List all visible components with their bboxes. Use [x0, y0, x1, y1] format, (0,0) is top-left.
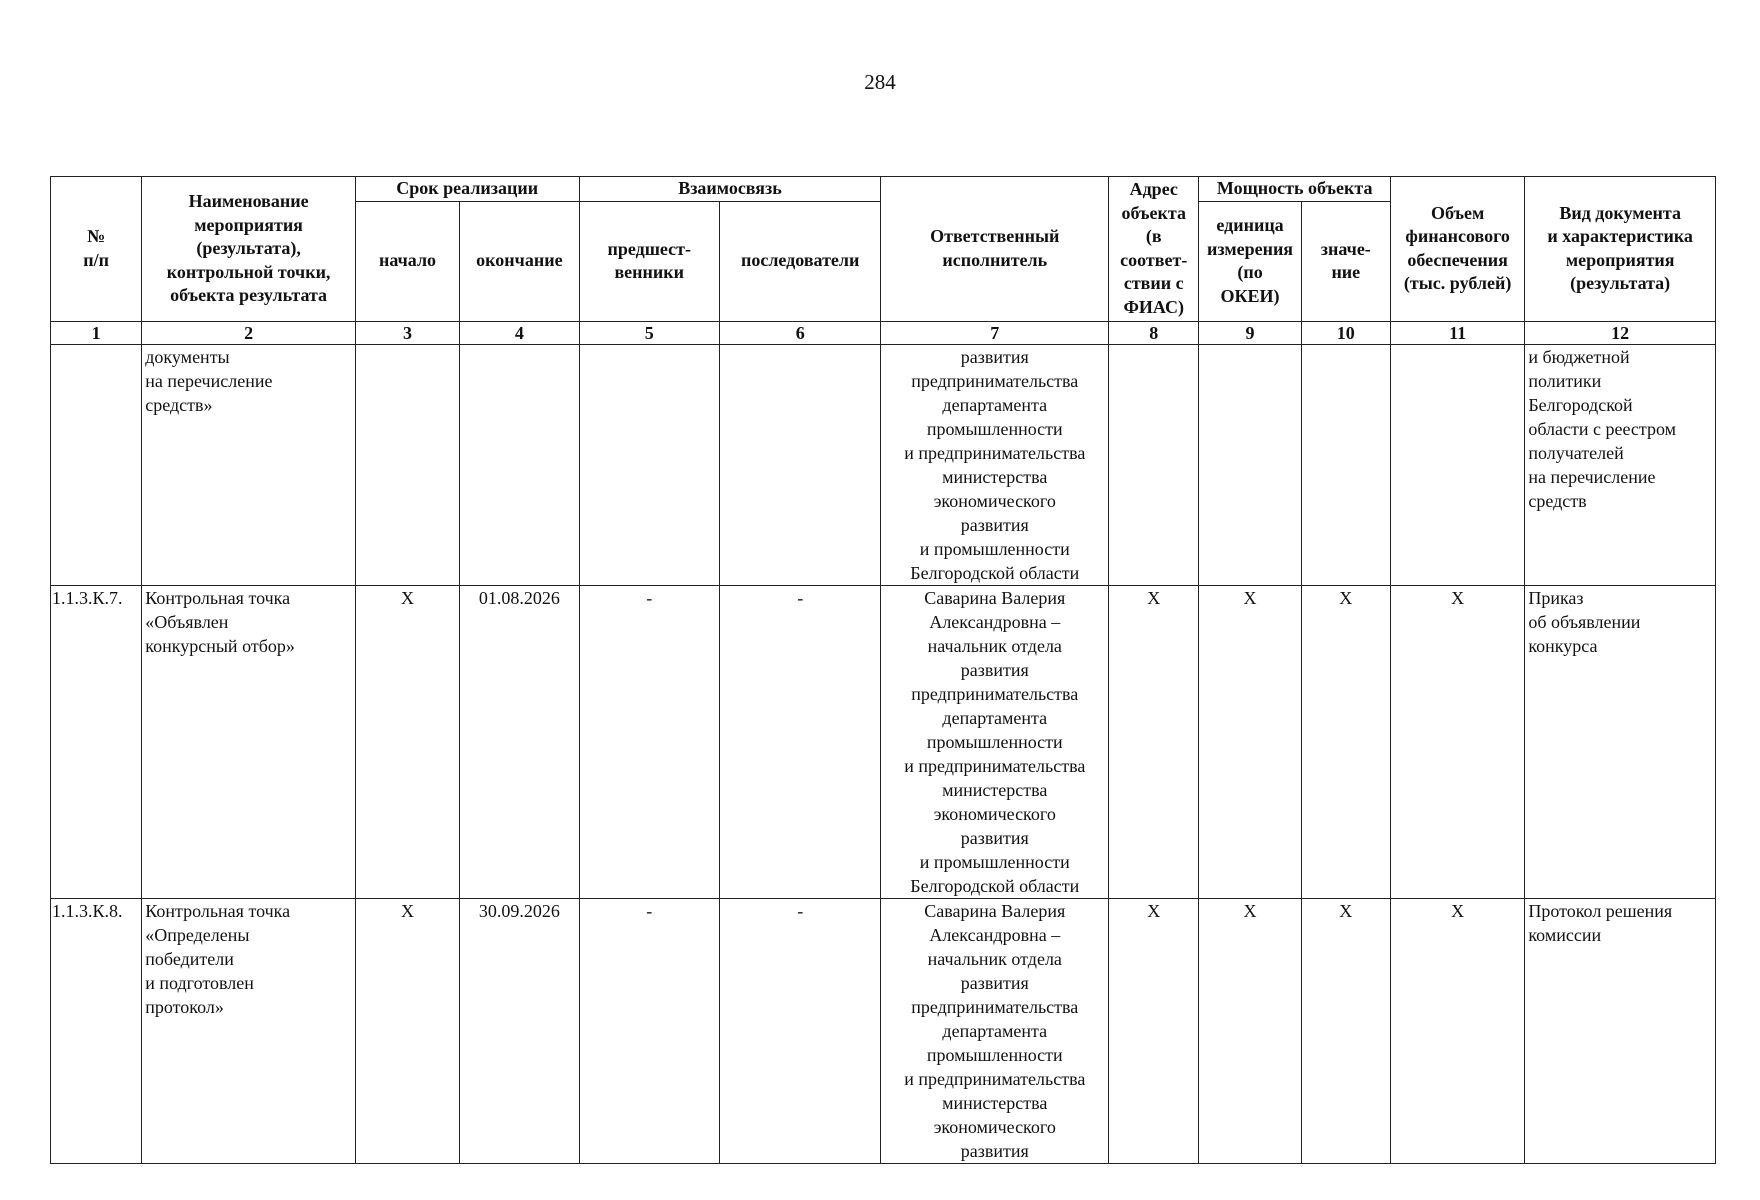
row-start: Х — [355, 898, 459, 1163]
column-number: 11 — [1390, 321, 1524, 344]
row-value — [1301, 344, 1390, 585]
column-number: 8 — [1109, 321, 1199, 344]
row-successors: - — [719, 585, 880, 898]
row-address: Х — [1109, 898, 1199, 1163]
row-predecessors: - — [579, 898, 719, 1163]
row-predecessors: - — [579, 585, 719, 898]
page-number: 284 — [864, 70, 896, 94]
column-number: 7 — [881, 321, 1109, 344]
row-value: Х — [1301, 898, 1390, 1163]
row-executor: Саварина Валерия Александровна – начальник отдела развития предпринимательства департамента промышленности и предпринимательства министерства экономического развития и промышленности Белгородской области — [881, 585, 1109, 898]
column-number: 10 — [1301, 321, 1390, 344]
row-document: Протокол решения комиссии — [1525, 898, 1716, 1163]
header-group-links: Взаимосвязь — [579, 177, 881, 202]
row-funding — [1390, 344, 1524, 585]
row-id: 1.1.3.К.8. — [51, 898, 142, 1163]
header-number: № п/п — [51, 177, 142, 322]
row-successors — [719, 344, 880, 585]
header-name: Наименование мероприятия (результата), контрольной точки, объекта результата — [142, 177, 356, 322]
implementation-plan-table — [50, 176, 1716, 1164]
column-number: 4 — [460, 321, 579, 344]
row-name: Контрольная точка «Объявлен конкурсный отбор» — [142, 585, 356, 898]
header-funding: Объем финансового обеспечения (тыс. рублей) — [1390, 177, 1524, 322]
header-group-period: Срок реализации — [355, 177, 579, 202]
column-number: 3 — [355, 321, 459, 344]
column-number: 6 — [719, 321, 880, 344]
row-unit: Х — [1199, 585, 1301, 898]
row-start: Х — [355, 585, 459, 898]
column-numbers-row — [51, 321, 1716, 344]
row-executor: развития предпринимательства департамента промышленности и предпринимательства министерства экономического развития и промышленности Белгородской области — [881, 344, 1109, 585]
row-value: Х — [1301, 585, 1390, 898]
column-number: 9 — [1199, 321, 1301, 344]
header-address: Адрес объекта (в соответ- ствии с ФИАС) — [1109, 177, 1199, 322]
column-number: 2 — [142, 321, 356, 344]
row-start — [355, 344, 459, 585]
row-id — [51, 344, 142, 585]
row-address: Х — [1109, 585, 1199, 898]
header-document: Вид документа и характеристика мероприятия (результата) — [1525, 177, 1716, 322]
row-end: 01.08.2026 — [460, 585, 579, 898]
header-start: начало — [355, 201, 459, 321]
header-executor: Ответственный исполнитель — [881, 177, 1109, 322]
header-group-capacity: Мощность объекта — [1199, 177, 1391, 202]
column-number: 12 — [1525, 321, 1716, 344]
row-document: и бюджетной политики Белгородской области с реестром получателей на перечисление средств — [1525, 344, 1716, 585]
column-number: 1 — [51, 321, 142, 344]
table-row — [51, 585, 1716, 898]
table-row — [51, 898, 1716, 1163]
row-funding: Х — [1390, 898, 1524, 1163]
row-end: 30.09.2026 — [460, 898, 579, 1163]
row-address — [1109, 344, 1199, 585]
row-name: документы на перечисление средств» — [142, 344, 356, 585]
table-row — [51, 344, 1716, 585]
header-unit: единица измерения (по ОКЕИ) — [1199, 201, 1301, 321]
header-value: значе- ние — [1301, 201, 1390, 321]
header-successors: последователи — [719, 201, 880, 321]
row-unit: Х — [1199, 898, 1301, 1163]
row-end — [460, 344, 579, 585]
row-predecessors — [579, 344, 719, 585]
row-id: 1.1.3.К.7. — [51, 585, 142, 898]
row-funding: Х — [1390, 585, 1524, 898]
column-number: 5 — [579, 321, 719, 344]
row-unit — [1199, 344, 1301, 585]
row-document: Приказ об объявлении конкурса — [1525, 585, 1716, 898]
header-end: окончание — [460, 201, 579, 321]
row-successors: - — [719, 898, 880, 1163]
header-predecessors: предшест- венники — [579, 201, 719, 321]
row-name: Контрольная точка «Определены победители и подготовлен протокол» — [142, 898, 356, 1163]
row-executor: Саварина Валерия Александровна – начальник отдела развития предпринимательства департамента промышленности и предпринимательства министерства экономического развития — [881, 898, 1109, 1163]
